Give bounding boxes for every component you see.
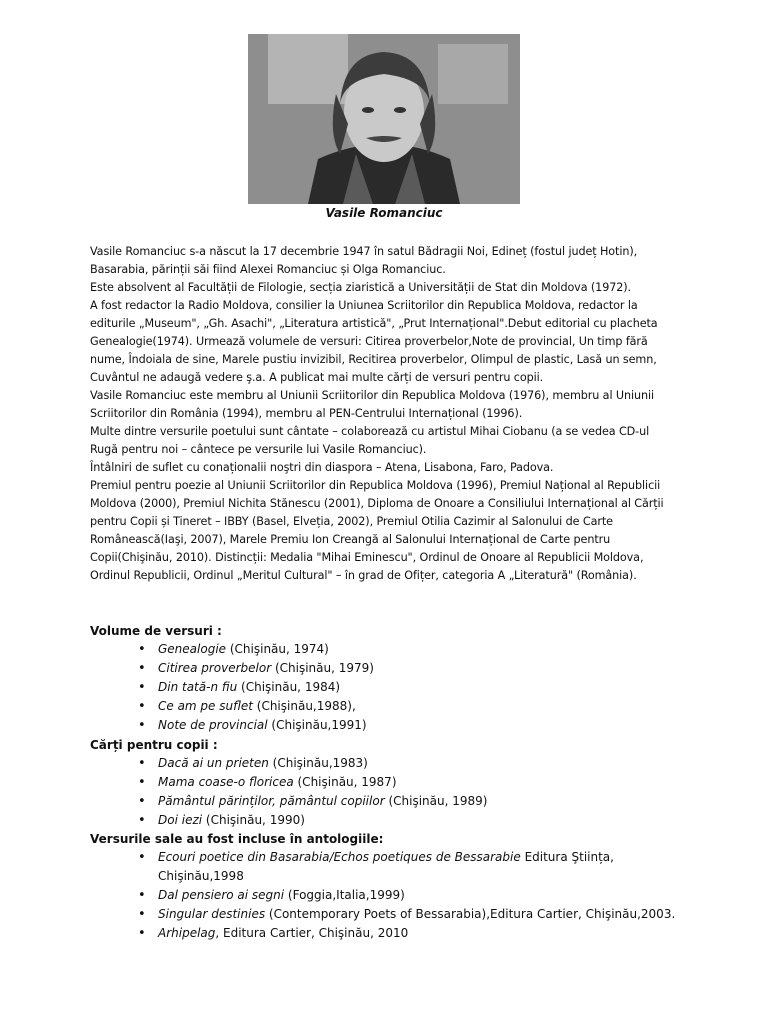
item-detail: (Foggia,Italia,1999)	[284, 888, 405, 902]
bio-paragraph: Întâlniri de suflet cu conaționalii noştri din diaspora – Atena, Lisabona, Faro, Padova.	[90, 461, 554, 474]
bio-paragraph: Vasile Romanciuc s-a născut la 17 decembrie 1947 în satul Bădragii Noi, Edineț (fostul județ Hotin), Basarabia, părinții săi fiind Alexei Romanciuc și Olga Romanciuc.	[90, 245, 638, 276]
section-heading-anthologies: Versurile sale au fost incluse în antologiile:	[90, 832, 384, 846]
author-photo	[248, 34, 520, 204]
item-detail: (Chişinău, 1990)	[202, 813, 305, 827]
bio-paragraph: Este absolvent al Facultății de Filologie, secția ziaristică a Universității de Stat din Moldova (1972).	[90, 281, 631, 294]
bio-paragraph: Multe dintre versurile poetului sunt cântate – colaborează cu artistul Mihai Ciobanu (a se vedea CD-ul Rugă pentru noi – cântece pe versurile lui Vasile Romanciuc).	[90, 425, 650, 456]
list-item	[138, 886, 698, 905]
list-item	[138, 640, 698, 659]
item-detail: (Contemporary Poets of Bessarabia),Editura Cartier, Chişinău,2003.	[265, 907, 676, 921]
item-detail: (Chişinău, 1989)	[384, 794, 488, 808]
list-item	[138, 754, 698, 773]
list-item	[138, 659, 698, 678]
item-title: Citirea proverbelor	[158, 661, 272, 675]
list-item	[138, 848, 698, 886]
volumes-list	[138, 640, 698, 735]
item-title: Din tată-n fiu	[158, 680, 238, 694]
item-detail: (Chişinău, 1979)	[271, 661, 374, 675]
portrait-illustration	[248, 34, 520, 204]
item-title: Mama coase-o floricea	[158, 775, 294, 789]
item-title: Ce am pe suflet	[158, 699, 253, 713]
anthologies-list	[138, 848, 698, 943]
bio-paragraph: Premiul pentru poezie al Uniunii Scriitorilor din Republica Moldova (1996), Premiul Național al Republicii Moldova (2000), Premiul Nichita Stănescu (2001), Diploma de Onoare a Consiliului Internațional al Cărții pentru Copii și Tineret – IBBY (Basel, Elveția, 2002), Premiul Otilia Cazimir al Salonului de Carte Românească(Iaşi, 2007), Marele Premiu Ion Creangă al Salonului Internațional de Carte pentru Copii(Chişinău, 2010). Distincții: Medalia "Mihai Eminescu", Ordinul de Onoare al Republicii Moldova, Ordinul Republicii, Ordinul „Meritul Cultural" – în grad de Ofițer, categoria A „Literatură" (România).	[90, 479, 664, 582]
item-title: Doi iezi	[158, 813, 203, 827]
item-detail: Editura Ştiința, Chişinău,1998	[158, 850, 614, 883]
item-title: Singular destinies	[158, 907, 266, 921]
biography	[90, 243, 680, 585]
item-detail: (Chişinău, 1987)	[293, 775, 397, 789]
children-books-list	[138, 754, 698, 830]
item-detail: (Chişinău,1983)	[268, 756, 368, 770]
item-title: Dal pensiero ai segni	[158, 888, 285, 902]
list-item	[138, 924, 698, 943]
item-detail: (Chişinău,1991)	[267, 718, 367, 732]
list-item	[138, 773, 698, 792]
item-detail: (Chişinău, 1974)	[226, 642, 329, 656]
list-item	[138, 697, 698, 716]
item-title: Arhipelag	[158, 926, 216, 940]
list-item	[138, 811, 698, 830]
list-item	[138, 905, 698, 924]
item-title: Note de provincial	[158, 718, 268, 732]
item-title: Genealogie	[158, 642, 227, 656]
section-heading-volumes: Volume de versuri :	[90, 624, 222, 638]
bio-paragraph: A fost redactor la Radio Moldova, consilier la Uniunea Scriitorilor din Republica Moldova, redactor la editurile „Museum", „Gh. Asachi", „Literatura artistică", „Prut Internațional".Debut editorial cu placheta Genealogie(1974). Urmează volumele de versuri: Citirea proverbelor,Note de provincial, Un timp fără nume, Îndoiala de sine, Marele pustiu invizibil, Recitirea proverbelor, Olimpul de plastic, Lasă un semn, Cuvântul ne adaugă vedere ş.a. A publicat mai multe cărți de versuri pentru copii.	[90, 299, 658, 384]
item-title: Pământul părinților, pământul copiilor	[158, 794, 385, 808]
list-item	[138, 678, 698, 697]
list-item	[138, 792, 698, 811]
bio-paragraph: Vasile Romanciuc este membru al Uniunii Scriitorilor din Republica Moldova (1976), membru al Uniunii Scriitorilor din România (1994), membru al PEN-Centrului Internațional (1996).	[90, 389, 654, 420]
item-detail: (Chişinău,1988),	[252, 699, 356, 713]
item-detail: (Chişinău, 1984)	[237, 680, 341, 694]
list-item	[138, 716, 698, 735]
photo-caption: Vasile Romanciuc	[325, 206, 443, 220]
item-detail: , Editura Cartier, Chişinău, 2010	[215, 926, 409, 940]
item-title: Dacă ai un prieten	[158, 756, 269, 770]
item-title: Ecouri poetice din Basarabia/Echos poetiques de Bessarabie	[158, 850, 521, 864]
section-heading-children-books: Cărți pentru copii :	[90, 738, 218, 752]
